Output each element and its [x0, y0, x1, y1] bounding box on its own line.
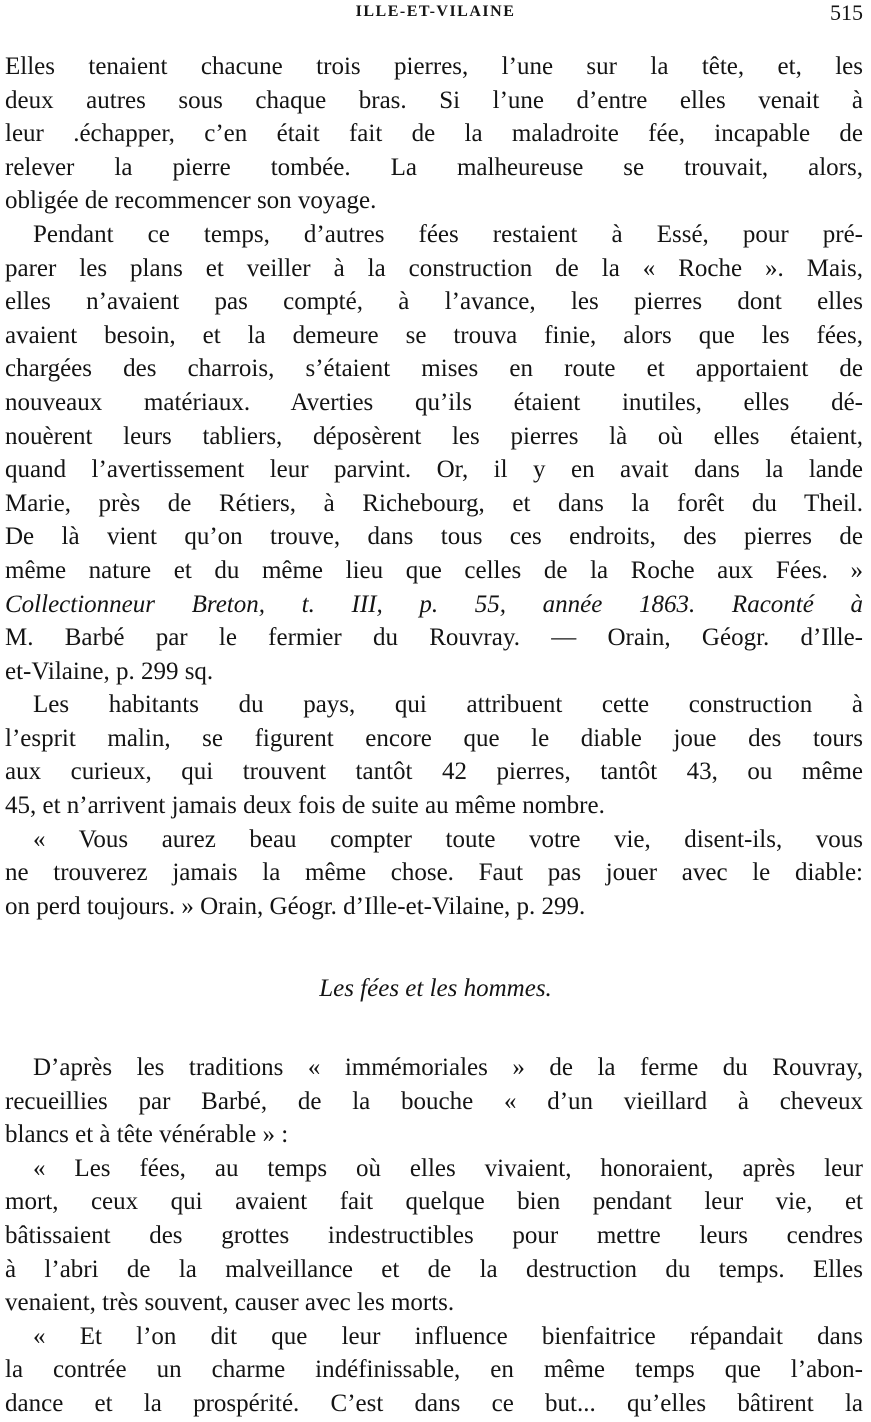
text-line: la contrée un charme indéfinissable, en même temps que l’abon-: [5, 1356, 863, 1384]
text-line: deux autres sous chaque bras. Si l’une d’entre elles venait à: [5, 86, 863, 114]
text-line: Elles tenaient chacune trois pierres, l’une sur la tête, et, les: [5, 53, 863, 80]
text-line: avaient besoin, et la demeure se trouva finie, alors que les fées,: [5, 321, 863, 349]
text-line: leur .échapper, c’en était fait de la maladroite fée, incapable de: [5, 120, 863, 148]
text-line: elles n’avaient pas compté, à l’avance, les pierres dont elles: [5, 288, 863, 316]
text-line: à l’abri de la malveillance et de la destruction du temps. Elles: [5, 1255, 863, 1283]
text-line: « Les fées, au temps où elles vivaient, honoraient, après leur: [33, 1154, 863, 1182]
text-line: ne trouverez jamais la même chose. Faut pas jouer avec le diable:: [5, 859, 863, 887]
text-line: nouèrent leurs tabliers, déposèrent les pierres là où elles étaient,: [5, 422, 863, 450]
section-heading: Les fées et les hommes.: [319, 975, 552, 1002]
text-line: bâtissaient des grottes indestructibles pour mettre leurs cendres: [5, 1221, 863, 1249]
running-header: [0, 0, 871, 28]
text-line: on perd toujours. » Orain, Géogr. d’Ille-et-Vilaine, p. 299.: [5, 892, 586, 920]
text-line: De là vient qu’on trouve, dans tous ces endroits, des pierres de: [5, 523, 863, 551]
citation-line: et-Vilaine, p. 299 sq.: [5, 657, 214, 685]
citation-line: M. Barbé par le fermier du Rouvray. — Orain, Géogr. d’Ille-: [5, 624, 863, 652]
text-line: Marie, près de Rétiers, à Richebourg, et dans la forêt du Theil.: [5, 489, 863, 517]
text-line: D’après les traditions « immémoriales » de la ferme du Rouvray,: [33, 1054, 863, 1081]
text-line: relever la pierre tombée. La malheureuse se trouvait, alors,: [5, 153, 863, 181]
text-line: Les habitants du pays, qui attribuent cette construction à: [33, 691, 863, 719]
text-line: dance et la prospérité. C’est dans ce but... qu’elles bâtirent la: [5, 1389, 863, 1417]
page-number: 515: [830, 0, 863, 25]
citation-line: Collectionneur Breton, t. III, p. 55, année 1863. Raconté à: [5, 590, 863, 618]
text-line: parer les plans et veiller à la construction de la « Roche ». Mais,: [5, 254, 863, 282]
text-line: Pendant ce temps, d’autres fées restaient à Essé, pour pré-: [33, 220, 863, 248]
text-line: aux curieux, qui trouvent tantôt 42 pierres, tantôt 43, ou même: [5, 758, 863, 786]
text-line: quand l’avertissement leur parvint. Or, il y en avait dans la lande: [5, 456, 863, 484]
text-line: obligée de recommencer son voyage.: [5, 187, 377, 215]
text-line: venaient, très souvent, causer avec les morts.: [5, 1289, 455, 1317]
text-line: nouveaux matériaux. Averties qu’ils étaient inutiles, elles dé-: [5, 388, 863, 416]
body-text-block-2: [5, 1051, 863, 1421]
text-line: l’esprit malin, se figurent encore que le diable joue des tours: [5, 724, 863, 752]
text-line: « Et l’on dit que leur influence bienfaitrice répandait dans: [33, 1322, 863, 1350]
body-text-block-1: [5, 50, 863, 923]
running-title: ILLE-ET-VILAINE: [355, 3, 516, 20]
text-line: blancs et à tête vénérable » :: [5, 1121, 289, 1149]
text-line: « Vous aurez beau compter toute votre vie, disent-ils, vous: [33, 825, 863, 853]
text-line: recueillies par Barbé, de la bouche « d’un vieillard à cheveux: [5, 1087, 863, 1115]
text-line: même nature et du même lieu que celles de la Roche aux Fées. »: [5, 556, 863, 584]
text-line: mort, ceux qui avaient fait quelque bien pendant leur vie, et: [5, 1188, 863, 1216]
text-line: chargées des charrois, s’étaient mises en route et apportaient de: [5, 355, 863, 383]
text-line: 45, et n’arrivent jamais deux fois de suite au même nombre.: [5, 792, 605, 820]
